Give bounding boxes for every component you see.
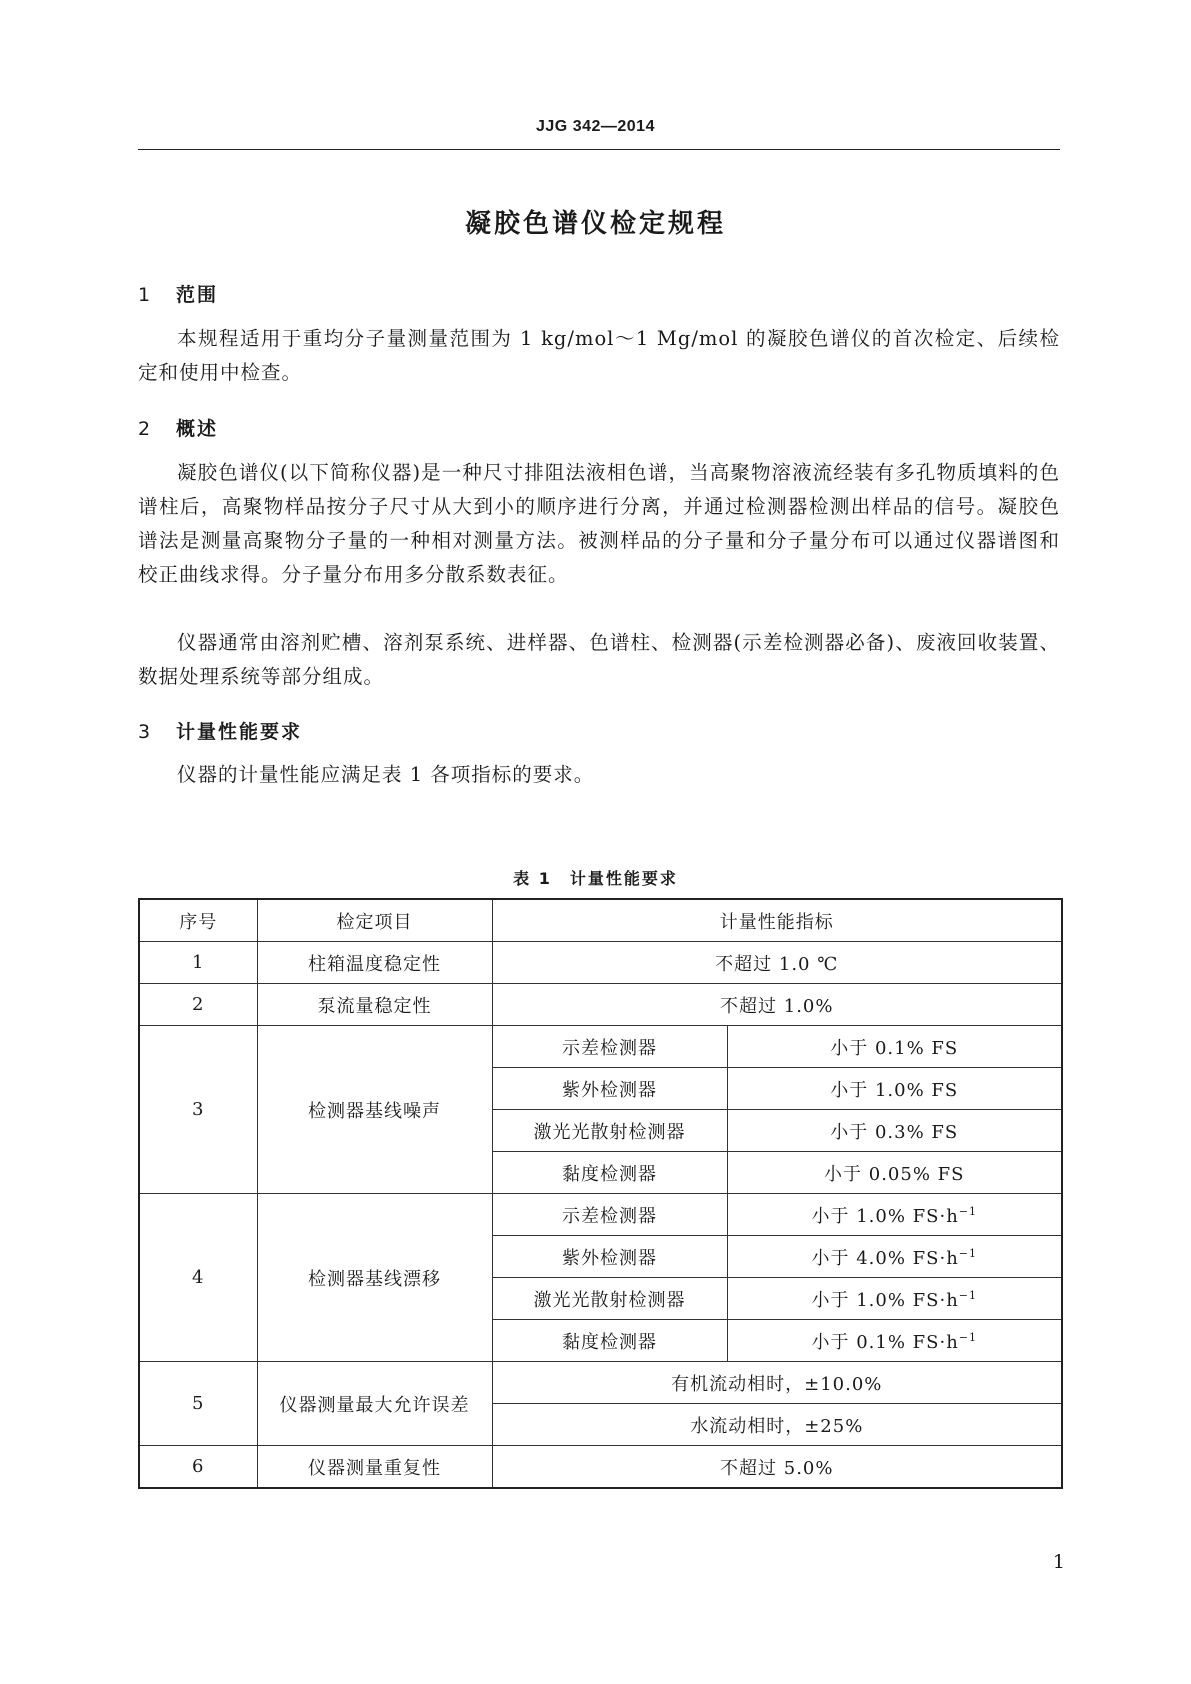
- table-row: [139, 1446, 1062, 1489]
- section-2-heading: [138, 414, 218, 441]
- cell-detector: 示差检测器: [492, 1026, 727, 1068]
- cell-number: 1: [139, 942, 257, 984]
- section-title: 概述: [176, 418, 219, 440]
- cell-detector: 示差检测器: [492, 1194, 727, 1236]
- cell-item: 检测器基线噪声: [257, 1026, 492, 1194]
- cell-number: 4: [139, 1194, 257, 1362]
- cell-detector: 紫外检测器: [492, 1068, 727, 1110]
- cell-item: 仪器测量最大允许误差: [257, 1362, 492, 1446]
- table-row: [139, 1194, 1062, 1236]
- section-1-paragraph-1: 本规程适用于重均分子量测量范围为 1 kg/mol～1 Mg/mol 的凝胶色谱仪的首次检定、后续检定和使用中检查。: [138, 327, 1060, 384]
- section-1-heading: [138, 280, 218, 307]
- cell-detector: 激光光散射检测器: [492, 1110, 727, 1152]
- cell-spec: 有机流动相时，±10.0%: [492, 1362, 1062, 1404]
- cell-spec: 小于 0.05% FS: [727, 1152, 1062, 1194]
- table-caption-title: 计量性能要求: [569, 869, 678, 888]
- cell-spec: 小于 0.1% FS: [727, 1026, 1062, 1068]
- table-caption: [0, 866, 1191, 889]
- table-header-row: [139, 899, 1062, 942]
- section-3-heading: [138, 717, 302, 744]
- header-cell-item: 检定项目: [257, 899, 492, 942]
- cell-spec: 水流动相时，±25%: [492, 1404, 1062, 1446]
- cell-spec: 不超过 1.0%: [492, 984, 1062, 1026]
- cell-spec: [727, 1278, 1062, 1320]
- unit-superscript: −1: [958, 1288, 978, 1302]
- cell-number: 3: [139, 1026, 257, 1194]
- page-number: 1: [1052, 1551, 1065, 1573]
- spec-text: 小于 4.0% FS·h: [811, 1247, 959, 1269]
- cell-spec: [727, 1194, 1062, 1236]
- unit-superscript: −1: [958, 1204, 978, 1218]
- section-3-paragraph-1: 仪器的计量性能应满足表 1 各项指标的要求。: [177, 763, 595, 786]
- cell-detector: 紫外检测器: [492, 1236, 727, 1278]
- cell-detector: 黏度检测器: [492, 1320, 727, 1362]
- table-row: [139, 1362, 1062, 1404]
- cell-number: 5: [139, 1362, 257, 1446]
- table-row: [139, 1026, 1062, 1068]
- cell-detector: 黏度检测器: [492, 1152, 727, 1194]
- table-row: [139, 942, 1062, 984]
- cell-item: 泵流量稳定性: [257, 984, 492, 1026]
- section-number: 1: [138, 284, 153, 306]
- document-title: 凝胶色谱仪检定规程: [464, 209, 726, 239]
- section-title: 计量性能要求: [176, 721, 303, 743]
- cell-spec: 不超过 1.0 ℃: [492, 942, 1062, 984]
- cell-spec: 小于 0.3% FS: [727, 1110, 1062, 1152]
- cell-item: 检测器基线漂移: [257, 1194, 492, 1362]
- cell-detector: 激光光散射检测器: [492, 1278, 727, 1320]
- table-row: [139, 984, 1062, 1026]
- cell-number: 2: [139, 984, 257, 1026]
- section-title: 范围: [176, 284, 219, 306]
- cell-spec: 不超过 5.0%: [492, 1446, 1062, 1489]
- unit-superscript: −1: [958, 1330, 978, 1344]
- section-2-paragraph-1: 凝胶色谱仪(以下简称仪器)是一种尺寸排阻法液相色谱，当高聚物溶液流经装有多孔物质填料的色谱柱后，高聚物样品按分子尺寸从大到小的顺序进行分离，并通过检测器检测出样品的信号。凝胶色谱法是测量高聚物分子量的一种相对测量方法。被测样品的分子量和分子量分布可以通过仪器谱图和校正曲线求得。分子量分布用多分散系数表征。: [138, 461, 1060, 586]
- cell-item: 仪器测量重复性: [257, 1446, 492, 1489]
- cell-spec: [727, 1236, 1062, 1278]
- performance-requirements-table: [138, 898, 1063, 1489]
- table-caption-number: 表 1: [513, 869, 552, 888]
- running-header: JJG 342—2014: [536, 118, 655, 135]
- cell-item: 柱箱温度稳定性: [257, 942, 492, 984]
- spec-text: 小于 1.0% FS·h: [811, 1205, 959, 1227]
- cell-number: 6: [139, 1446, 257, 1489]
- header-cell-number: 序号: [139, 899, 257, 942]
- unit-superscript: −1: [958, 1246, 978, 1260]
- cell-spec: [727, 1320, 1062, 1362]
- section-number: 3: [138, 721, 153, 743]
- header-rule: [138, 149, 1060, 150]
- spec-text: 小于 0.1% FS·h: [811, 1331, 959, 1353]
- spec-text: 小于 1.0% FS·h: [811, 1289, 959, 1311]
- cell-spec: 小于 1.0% FS: [727, 1068, 1062, 1110]
- section-2-paragraph-2: 仪器通常由溶剂贮槽、溶剂泵系统、进样器、色谱柱、检测器(示差检测器必备)、废液回收装置、数据处理系统等部分组成。: [138, 631, 1060, 688]
- section-number: 2: [138, 418, 153, 440]
- header-cell-spec: 计量性能指标: [492, 899, 1062, 942]
